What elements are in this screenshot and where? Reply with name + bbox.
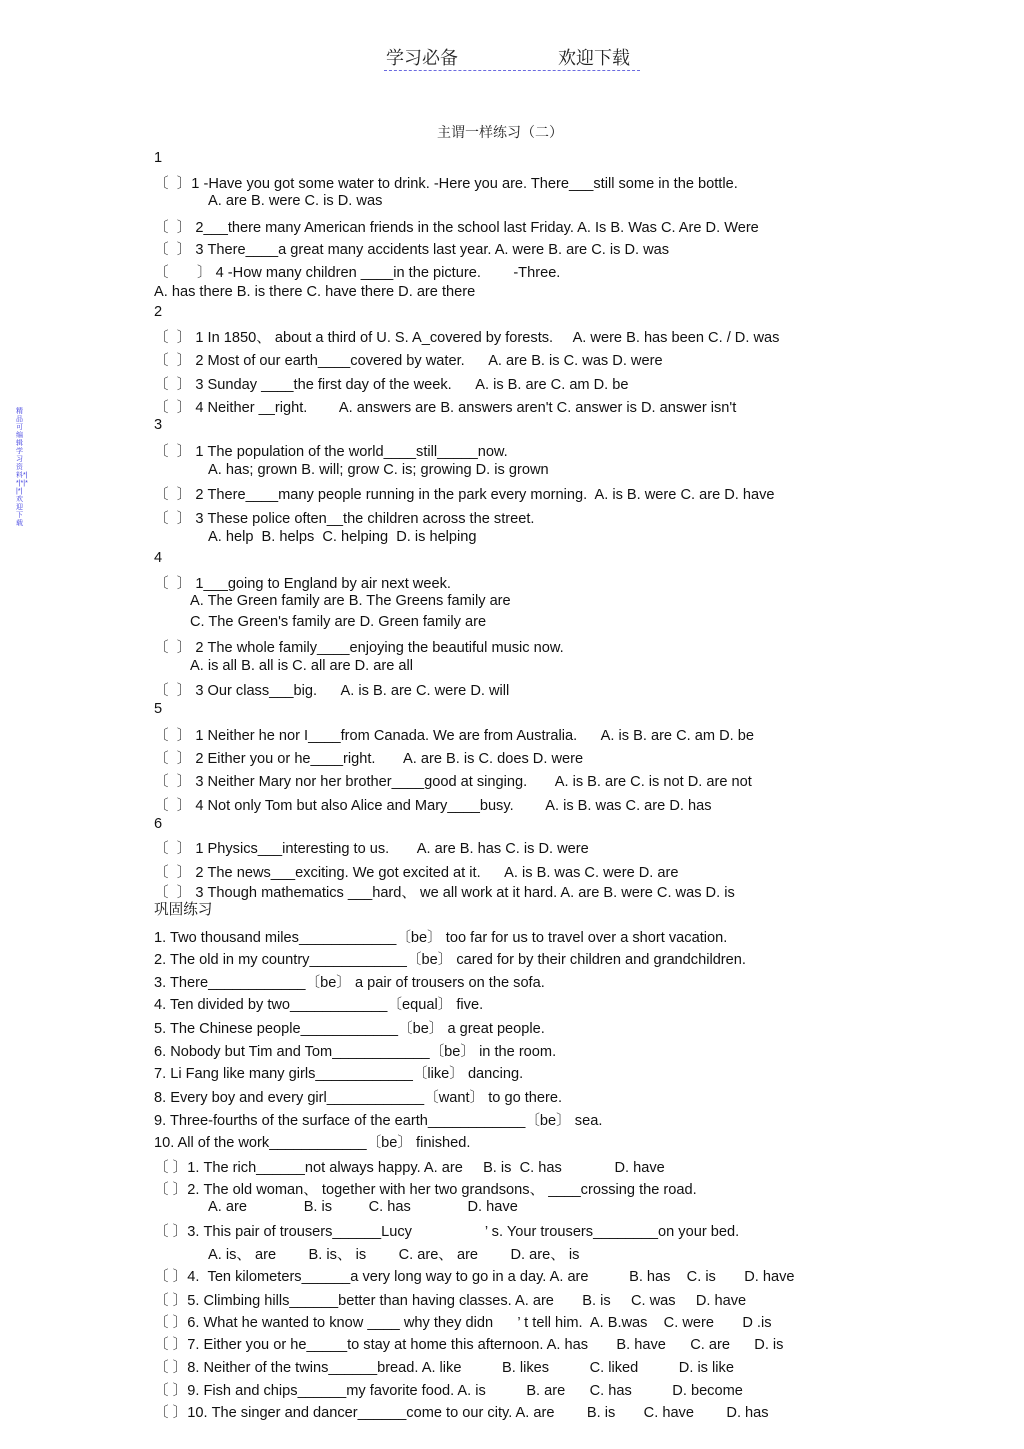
text-line: A. has; grown B. will; grow C. is; growing D. is grown — [208, 462, 549, 478]
text-line: 〔 〕 1___going to England by air next week. — [154, 576, 451, 592]
text-line: 〔 〕 2 Either you or he____right. A. are B. is C. does D. were — [154, 751, 584, 767]
text-line: A. The Green family are B. The Greens family are — [190, 593, 511, 609]
text-line: 〔 〕9. Fish and chips______my favorite food. A. is B. are C. has D. become — [154, 1383, 743, 1399]
text-line: 6. Nobody but Tim and Tom____________〔be〕 in the room. — [154, 1044, 557, 1060]
text-line: 8. Every boy and every girl____________〔want〕 to go there. — [154, 1090, 563, 1106]
side-watermark-text: 精品可编辑学习资料*|*|*|*|*|欢迎下载 — [16, 408, 28, 527]
text-line: A. are B. is C. has D. have — [208, 1199, 518, 1215]
text-line: 〔 〕 3 Though mathematics ___hard、 we all work at it hard. A. are B. were C. was D. is — [154, 885, 735, 901]
text-line: 〔 〕2. The old woman、 together with her two grandsons、 ____crossing the road. — [154, 1182, 697, 1198]
header-left-text: 学习必备 — [386, 48, 458, 69]
text-line: 〔 〕1. The rich______not always happy. A. are B. is C. has D. have — [154, 1160, 665, 1176]
text-line: 〔 〕6. What he wanted to know ____ why they didn ’ t tell him. A. B.was C. were D .is — [154, 1315, 772, 1331]
text-line: 4 — [154, 550, 163, 566]
text-line: 〔 〕 3 These police often__the children across the street. — [154, 511, 535, 527]
text-line: 〔 〕 2___there many American friends in the school last Friday. A. Is B. Was C. Are D. Were — [154, 220, 759, 236]
text-line: 7. Li Fang like many girls____________〔like〕 dancing. — [154, 1066, 524, 1082]
text-line: 〔 〕7. Either you or he_____to stay at home this afternoon. A. has B. have C. are D. is — [154, 1337, 784, 1353]
text-line: 〔 〕 3 There____a great many accidents last year. A. were B. are C. is D. was — [154, 242, 670, 258]
text-line: A. is all B. all is C. all are D. are all — [190, 658, 414, 674]
text-line: 〔 〕 4 -How many children ____in the picture. -Three. — [154, 265, 561, 281]
text-line: 〔 〕 1 Neither he nor I____from Canada. We are from Australia. A. is B. are C. am D. be — [154, 728, 754, 744]
page-title: 主谓一样练习（二） — [437, 125, 563, 141]
text-line: 10. All of the work____________〔be〕 finished. — [154, 1135, 471, 1151]
text-line: A. has there B. is there C. have there D. are there — [154, 284, 476, 300]
header-right-text: 欢迎下载 — [558, 48, 630, 69]
text-line: 3 — [154, 417, 163, 433]
text-line: 1. Two thousand miles____________〔be〕 too far for us to travel over a short vacation. — [154, 930, 728, 946]
text-line: 〔 〕 1 The population of the world____still_____now. — [154, 444, 508, 460]
text-line: 〔 〕 3 Our class___big. A. is B. are C. were D. will — [154, 683, 510, 699]
page-header — [384, 42, 640, 71]
text-line: 〔 〕 1 Physics___interesting to us. A. are B. has C. is D. were — [154, 841, 589, 857]
text-line: 5 — [154, 701, 163, 717]
text-line: 〔 〕4. Ten kilometers______a very long way to go in a day. A. are B. has C. is D. have — [154, 1269, 795, 1285]
text-line: 5. The Chinese people____________〔be〕 a great people. — [154, 1021, 545, 1037]
text-line: C. The Green's family are D. Green family are — [190, 614, 487, 630]
text-line: 〔 〕8. Neither of the twins______bread. A. like B. likes C. liked D. is like — [154, 1360, 734, 1376]
text-line: 2 — [154, 304, 163, 320]
text-line: A. is、 are B. is、 is C. are、 are D. are、 is — [208, 1247, 580, 1263]
text-line: 〔 〕 3 Neither Mary nor her brother____good at singing. A. is B. are C. is not D. are not — [154, 774, 752, 790]
text-line: 〔 〕5. Climbing hills______better than having classes. A. are B. is C. was D. have — [154, 1293, 747, 1309]
text-line: A. help B. helps C. helping D. is helping — [208, 529, 477, 545]
text-line: 〔 〕3. This pair of trousers______Lucy ’ s. Your trousers________on your bed. — [154, 1224, 740, 1240]
text-line: 〔 〕1 -Have you got some water to drink. -Here you are. There___still some in the bottle. — [154, 176, 738, 192]
text-line: 〔 〕 2 Most of our earth____covered by water. A. are B. is C. was D. were — [154, 353, 663, 369]
text-line: 〔 〕 3 Sunday ____the first day of the week. A. is B. are C. am D. be — [154, 377, 629, 393]
text-line: 〔 〕 2 The news___exciting. We got excited at it. A. is B. was C. were D. are — [154, 865, 679, 881]
text-line: 6 — [154, 816, 163, 832]
text-line: 〔 〕10. The singer and dancer______come to our city. A. are B. is C. have D. has — [154, 1405, 769, 1421]
text-line: 〔 〕 1 In 1850、 about a third of U. S. A_covered by forests. A. were B. has been C. / D. was — [154, 330, 780, 346]
text-line: 4. Ten divided by two____________〔equal〕 five. — [154, 997, 484, 1013]
text-line: 1 — [154, 150, 163, 166]
text-line: 〔 〕 4 Not only Tom but also Alice and Mary____busy. A. is B. was C. are D. has — [154, 798, 712, 814]
text-line: 9. Three-fourths of the surface of the earth____________〔be〕 sea. — [154, 1113, 603, 1129]
text-line: 3. There____________〔be〕 a pair of trousers on the sofa. — [154, 975, 545, 991]
text-line: A. are B. were C. is D. was — [208, 193, 383, 209]
text-line: 〔 〕 2 The whole family____enjoying the beautiful music now. — [154, 640, 564, 656]
text-line: 2. The old in my country____________〔be〕 cared for by their children and grandchildren. — [154, 952, 746, 968]
text-line: 〔 〕 2 There____many people running in the park every morning. A. is B. were C. are D. have — [154, 487, 775, 503]
text-line: 巩固练习 — [154, 902, 213, 918]
text-line: 〔 〕 4 Neither __right. A. answers are B. answers aren't C. answer is D. answer isn't — [154, 400, 737, 416]
